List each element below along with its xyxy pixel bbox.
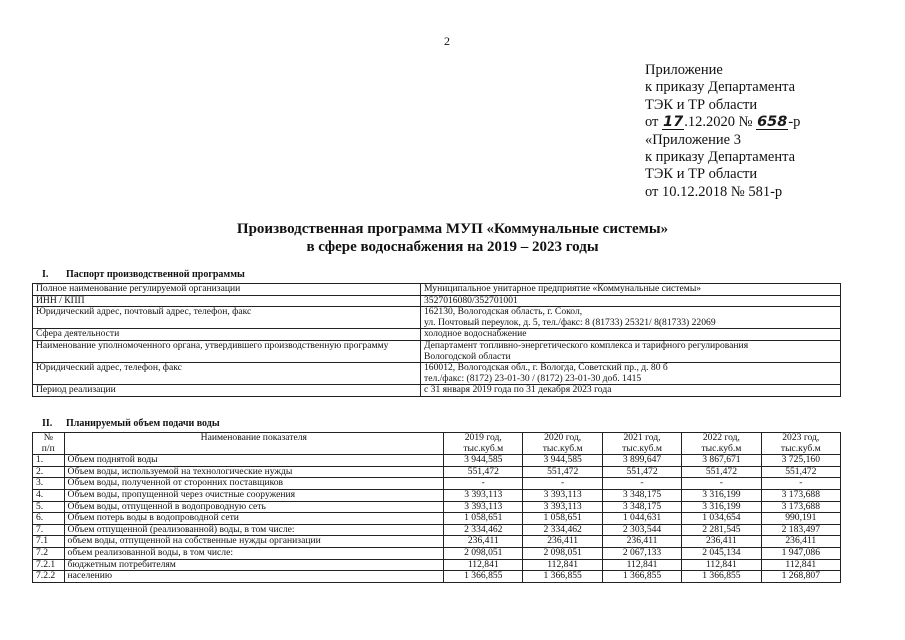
table-row (33, 284, 841, 296)
title-line: Производственная программа МУП «Коммунальные системы» (236, 221, 669, 237)
row-indicator-name: Объем воды, используемой на технологические нужды (64, 466, 444, 478)
passport-key: Наименование уполномоченного органа, утвердившего производственную программу (33, 340, 421, 362)
row-value: 3 899,647 (602, 455, 681, 467)
section-heading-passport (42, 269, 245, 280)
table-row (33, 329, 841, 341)
row-value: 2 098,051 (523, 547, 602, 559)
table-row (33, 466, 841, 478)
appendix-line: от 10.12.2018 № 581-р (645, 183, 783, 200)
row-value: 3 725,160 (761, 455, 840, 467)
row-value: 112,841 (682, 559, 761, 571)
appendix-date-prefix: от (645, 114, 659, 131)
table-row (33, 547, 841, 559)
passport-value-line: тел./факс: (8172) 23-01-30 / (8172) 23-01-30 доб. 1415 (424, 372, 642, 384)
row-value: 1 366,855 (682, 571, 761, 583)
table-row (33, 295, 841, 307)
handwritten-number: 658 (757, 114, 788, 131)
header-year: 2019 год, тыс.куб.м (444, 433, 523, 455)
table-row (33, 340, 841, 362)
passport-key: Полное наименование регулируемой организации (33, 284, 421, 296)
section-heading-volume (42, 418, 220, 429)
row-value: 3 348,175 (602, 501, 681, 513)
row-number: 7.2 (33, 547, 65, 559)
appendix-date-mid: .12.2020 № (684, 114, 753, 131)
table-row (33, 501, 841, 513)
appendix-line: Приложение (645, 62, 723, 78)
table-row (33, 489, 841, 501)
row-value: - (761, 478, 840, 490)
passport-table (32, 283, 841, 397)
row-value: 236,411 (761, 536, 840, 548)
row-value: 3 173,688 (761, 501, 840, 513)
row-value: 1 268,807 (761, 571, 840, 583)
row-value: 3 944,585 (444, 455, 523, 467)
passport-key: Период реализации (33, 385, 421, 397)
header-num: № п/п (33, 433, 65, 455)
header-name: Наименование показателя (64, 433, 444, 455)
row-value: 112,841 (523, 559, 602, 571)
passport-value-line: 3527016080/352701001 (424, 294, 518, 306)
row-value: 3 393,113 (444, 501, 523, 513)
row-value: 551,472 (761, 466, 840, 478)
row-value: 2 303,544 (602, 524, 681, 536)
row-number: 7.2.2 (33, 571, 65, 583)
row-value: 112,841 (444, 559, 523, 571)
row-value: 1 034,654 (682, 513, 761, 525)
row-indicator-name: Объем поднятой воды (64, 455, 444, 467)
row-value: 1 947,086 (761, 547, 840, 559)
passport-value (421, 284, 841, 296)
appendix-date-suffix: -р (788, 114, 801, 131)
table-row (33, 571, 841, 583)
row-number: 7.2.1 (33, 559, 65, 571)
water-volume-table (32, 432, 841, 583)
row-value: 2 334,462 (444, 524, 523, 536)
row-value: 236,411 (602, 536, 681, 548)
appendix-line: ТЭК и ТР области (645, 96, 758, 113)
row-value: 551,472 (682, 466, 761, 478)
row-value: 1 058,651 (523, 513, 602, 525)
row-indicator-name: объем воды, отпущенной на собственные нужды организации (64, 536, 444, 548)
row-value: 2 045,134 (682, 547, 761, 559)
passport-value (421, 385, 841, 397)
row-value: 112,841 (761, 559, 840, 571)
passport-key: Юридический адрес, почтовый адрес, телефон, факс (33, 307, 421, 329)
row-value: 3 944,585 (523, 455, 602, 467)
row-number: 1. (33, 455, 65, 467)
row-indicator-name: Объем воды, пропущенной через очистные сооружения (64, 489, 444, 501)
row-value: 3 393,113 (523, 489, 602, 501)
passport-key: Сфера деятельности (33, 329, 421, 341)
table-row (33, 559, 841, 571)
row-indicator-name: Объем потерь воды в водопроводной сети (64, 513, 444, 525)
table-row (33, 513, 841, 525)
passport-key: ИНН / КПП (33, 295, 421, 307)
passport-value (421, 295, 841, 307)
row-value: 112,841 (602, 559, 681, 571)
table-row (33, 363, 841, 385)
row-value: 1 044,631 (602, 513, 681, 525)
row-indicator-name: объем реализованной воды, в том числе: (64, 547, 444, 559)
header-year: 2021 год, тыс.куб.м (602, 433, 681, 455)
handwritten-day: 17 (663, 114, 684, 131)
passport-value-line: 160012, Вологодская обл., г. Вологда, Советский пр., д. 80 б (424, 362, 668, 374)
row-value: - (444, 478, 523, 490)
passport-value (421, 329, 841, 341)
table-header-row (33, 433, 841, 455)
passport-key: Юридический адрес, телефон, факс (33, 363, 421, 385)
table-row (33, 307, 841, 329)
row-value: 3 173,688 (761, 489, 840, 501)
row-number: 4. (33, 489, 65, 501)
row-value: 2 281,545 (682, 524, 761, 536)
row-number: 6. (33, 513, 65, 525)
passport-value-line: холодное водоснабжение (424, 328, 527, 340)
document-title (0, 220, 905, 256)
passport-value (421, 340, 841, 362)
row-value: 236,411 (523, 536, 602, 548)
row-value: 236,411 (444, 536, 523, 548)
row-value: 236,411 (682, 536, 761, 548)
table-row (33, 478, 841, 490)
header-year: 2023 год, тыс.куб.м (761, 433, 840, 455)
header-year: 2020 год, тыс.куб.м (523, 433, 602, 455)
header-year: 2022 год, тыс.куб.м (682, 433, 761, 455)
row-indicator-name: Объем отпущенной (реализованной) воды, в том числе: (64, 524, 444, 536)
row-number: 5. (33, 501, 65, 513)
row-indicator-name: Объем воды, отпущенной в водопроводную сеть (64, 501, 444, 513)
passport-value-line: ул. Почтовый переулок, д. 5, тел./факс: 8 (81733) 25321/ 8(81733) 22069 (424, 316, 716, 328)
row-value: 3 348,175 (602, 489, 681, 501)
passport-value-line: 162130, Вологодская область, г. Сокол, (424, 306, 583, 318)
section-number: II. (42, 418, 53, 429)
row-value: 3 393,113 (523, 501, 602, 513)
table-row (33, 385, 841, 397)
section-title: Планируемый объем подачи воды (66, 418, 220, 429)
row-value: 990,191 (761, 513, 840, 525)
row-value: 551,472 (444, 466, 523, 478)
row-value: 551,472 (523, 466, 602, 478)
table-row (33, 455, 841, 467)
appendix-line: к приказу Департамента (645, 79, 796, 96)
row-value: 1 058,651 (444, 513, 523, 525)
row-indicator-name: бюджетным потребителям (64, 559, 444, 571)
passport-value-line: Департамент топливно-энергетического комплекса и тарифного регулирования (424, 339, 749, 351)
row-value: - (523, 478, 602, 490)
table-row (33, 524, 841, 536)
section-title: Паспорт производственной программы (66, 269, 245, 280)
row-value: 1 366,855 (523, 571, 602, 583)
appendix-block (645, 62, 895, 201)
table-row (33, 536, 841, 548)
passport-value-line: Вологодской области (424, 350, 511, 362)
row-number: 2. (33, 466, 65, 478)
row-value: 2 334,462 (523, 524, 602, 536)
passport-value-line: Муниципальное унитарное предприятие «Коммунальные системы» (424, 283, 702, 294)
row-value: 551,472 (602, 466, 681, 478)
row-number: 3. (33, 478, 65, 490)
row-value: 3 867,671 (682, 455, 761, 467)
row-value: 2 067,133 (602, 547, 681, 559)
passport-value-line: с 31 января 2019 года по 31 декабря 2023 года (424, 384, 612, 396)
row-value: 3 316,199 (682, 501, 761, 513)
appendix-line: «Приложение 3 (645, 131, 741, 148)
appendix-order-line (645, 114, 895, 131)
row-value: 2 098,051 (444, 547, 523, 559)
title-line: в сфере водоснабжения на 2019 – 2023 годы (306, 239, 599, 255)
row-value: 3 393,113 (444, 489, 523, 501)
row-number: 7.1 (33, 536, 65, 548)
row-value: - (602, 478, 681, 490)
row-indicator-name: населению (64, 571, 444, 583)
appendix-line: к приказу Департамента (645, 149, 796, 166)
appendix-line: ТЭК и ТР области (645, 166, 758, 183)
row-value: 1 366,855 (602, 571, 681, 583)
row-indicator-name: Объем воды, полученной от сторонних поставщиков (64, 478, 444, 490)
passport-value (421, 307, 841, 329)
passport-value (421, 363, 841, 385)
row-number: 7. (33, 524, 65, 536)
row-value: - (682, 478, 761, 490)
row-value: 3 316,199 (682, 489, 761, 501)
page-number: 2 (444, 34, 450, 48)
row-value: 2 183,497 (761, 524, 840, 536)
section-number: I. (42, 269, 49, 280)
row-value: 1 366,855 (444, 571, 523, 583)
